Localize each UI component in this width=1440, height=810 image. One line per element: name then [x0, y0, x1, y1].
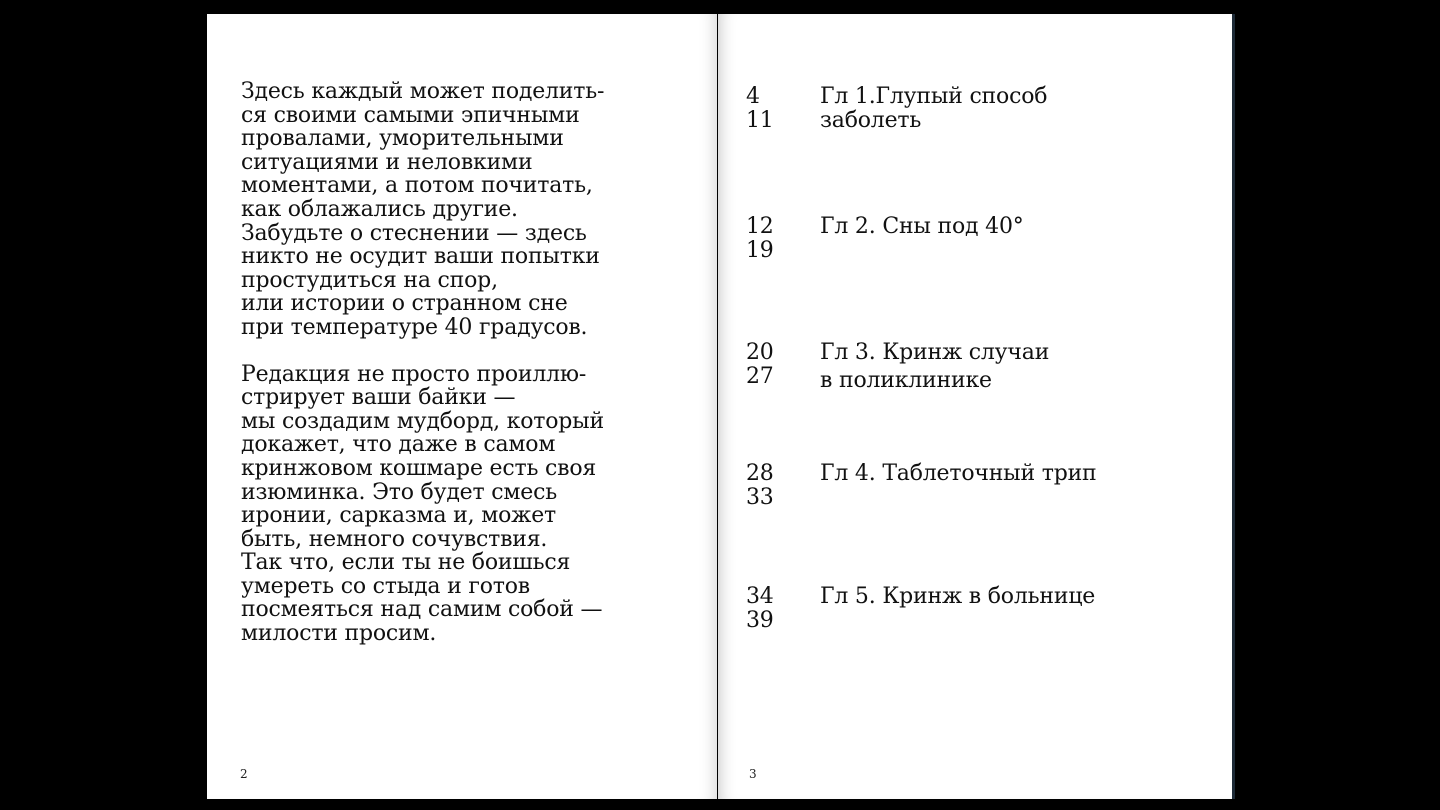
intro-paragraph-2: Редакция не просто проиллю- стрирует ваши байки — мы создадим мудборд, который докажет, что даже в самом кринжовом кошмаре есть своя изюминка. Это будет смесь иронии, сарказма и, может быть, немного сочувствия. Так что, если ты не боишься умереть со стыда и готов посмеяться над самим собой — милости просим.: [241, 361, 604, 647]
toc-page-end: 27: [746, 364, 774, 389]
toc-page-range: [746, 341, 796, 389]
toc-title: Гл 2. Сны под 40°: [820, 214, 1024, 239]
intro-text: [241, 80, 681, 646]
toc-page-start: 4: [746, 84, 760, 109]
toc-page-end: 33: [746, 485, 774, 510]
toc-page-end: 39: [746, 608, 774, 633]
toc-title: Гл 5. Кринж в больнице: [820, 584, 1096, 609]
toc-page-range: [746, 215, 796, 263]
toc-page-end: 11: [746, 108, 774, 133]
toc-title: Гл 1.Глупый способ заболеть: [820, 84, 1048, 133]
toc-page-end: 19: [746, 238, 774, 263]
toc-page-start: 34: [746, 584, 774, 609]
toc-page-start: 20: [746, 340, 774, 365]
page-number-right: 3: [749, 767, 757, 781]
toc-title: Гл 4. Таблеточный трип: [820, 461, 1097, 486]
cover-edge: [1232, 14, 1235, 799]
toc-page-start: 12: [746, 214, 774, 239]
toc-title: Гл 3. Кринж случаи в поликлинике: [820, 340, 1050, 393]
toc-page-range: [746, 462, 796, 510]
page-number-left: 2: [240, 767, 248, 781]
intro-paragraph-1: Здесь каждый может поделить- ся своими самыми эпичными провалами, уморительными ситуациями и неловкими моментами, а потом почитать, как облажались другие. Забудьте о стеснении — здесь никто не осудит ваши попытки простудиться на спор, или истории о странном сне при температуре 40 градусов.: [241, 79, 605, 340]
right-page: [718, 14, 1232, 799]
toc-page-start: 28: [746, 461, 774, 486]
toc-page-range: [746, 85, 796, 133]
left-page: [207, 14, 717, 799]
toc-page-range: [746, 585, 796, 633]
